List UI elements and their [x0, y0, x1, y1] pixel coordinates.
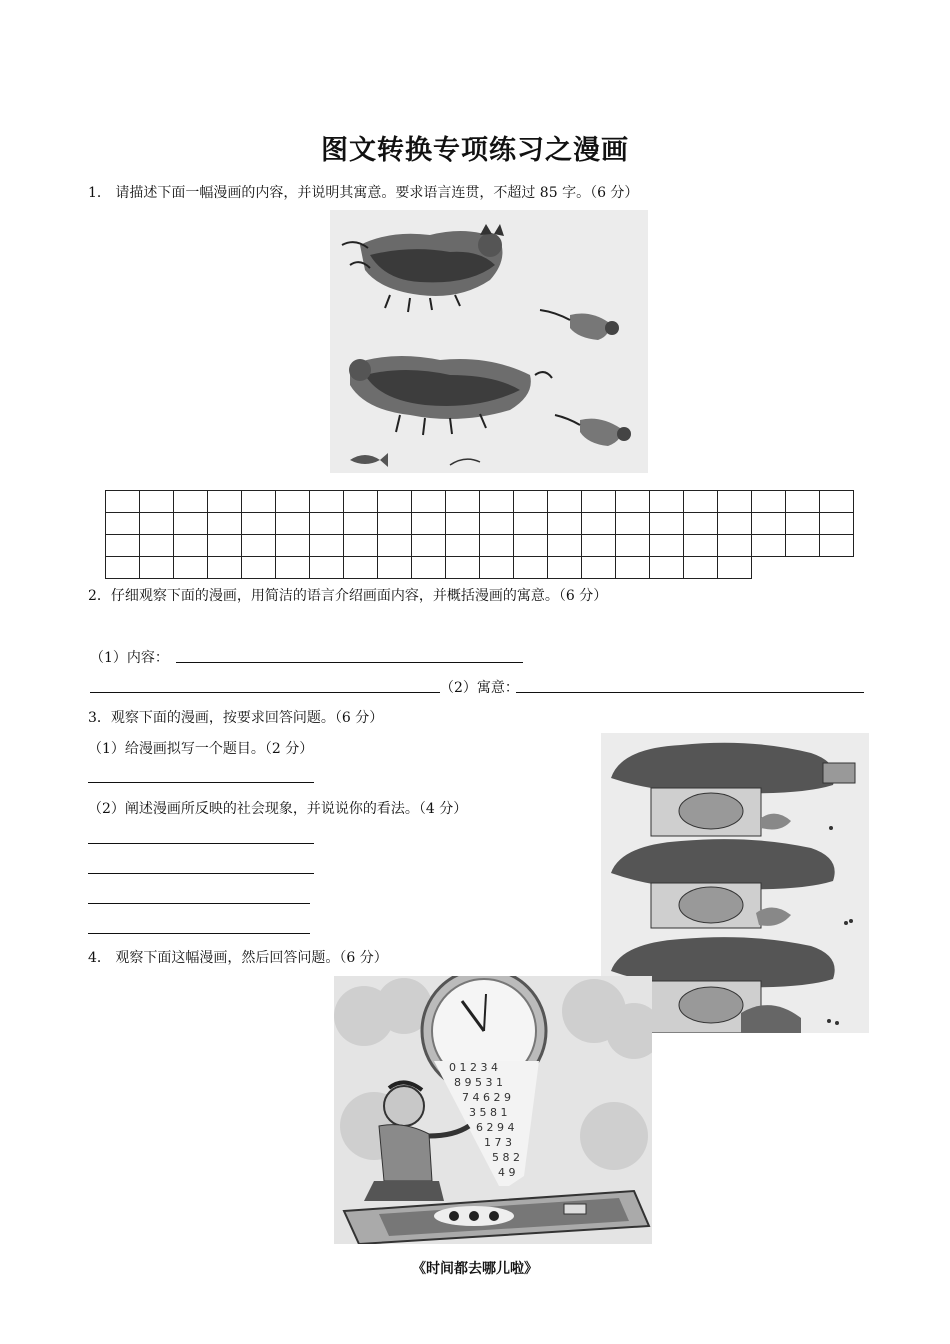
view-answer-line-3[interactable]	[88, 903, 310, 904]
grid-cell[interactable]	[276, 557, 310, 579]
grid-cell[interactable]	[344, 535, 378, 557]
grid-cell[interactable]	[548, 491, 582, 513]
content-answer-line[interactable]	[176, 662, 523, 663]
view-answer-line-2[interactable]	[88, 873, 314, 874]
grid-cell[interactable]	[208, 557, 242, 579]
grid-blank	[820, 557, 854, 579]
grid-cell[interactable]	[378, 513, 412, 535]
grid-blank	[752, 557, 786, 579]
grid-cell[interactable]	[582, 491, 616, 513]
view-answer-line-1[interactable]	[88, 843, 314, 844]
page-title: 图文转换专项练习之漫画	[321, 135, 629, 166]
svg-text:7 4 6 2 9: 7 4 6 2 9	[462, 1091, 511, 1104]
grid-cell[interactable]	[446, 557, 480, 579]
grid-cell[interactable]	[208, 491, 242, 513]
grid-cell[interactable]	[718, 557, 752, 579]
grid-row	[106, 557, 854, 579]
grid-cell[interactable]	[582, 513, 616, 535]
view-answer-line-4[interactable]	[88, 933, 310, 934]
question-3-sub1: （1）给漫画拟写一个题目。（2 分）	[88, 741, 314, 757]
grid-cell[interactable]	[616, 557, 650, 579]
grid-cell[interactable]	[684, 557, 718, 579]
grid-cell[interactable]	[412, 557, 446, 579]
grid-cell[interactable]	[514, 535, 548, 557]
grid-cell[interactable]	[786, 513, 820, 535]
grid-cell[interactable]	[752, 491, 786, 513]
svg-text:8 9 5 3 1: 8 9 5 3 1	[454, 1076, 503, 1089]
svg-text:4 9: 4 9	[498, 1166, 516, 1179]
grid-cell[interactable]	[378, 491, 412, 513]
grid-cell[interactable]	[480, 535, 514, 557]
grid-cell[interactable]	[242, 491, 276, 513]
svg-text:0 1 2 3 4: 0 1 2 3 4	[449, 1061, 498, 1074]
grid-cell[interactable]	[548, 557, 582, 579]
grid-cell[interactable]	[140, 513, 174, 535]
svg-text:3 5 8 1: 3 5 8 1	[469, 1106, 508, 1119]
svg-text:1 7 3: 1 7 3	[484, 1136, 512, 1149]
grid-cell[interactable]	[820, 491, 854, 513]
question-3-text: 3．观察下面的漫画，按要求回答问题。（6 分）	[88, 710, 384, 726]
grid-cell[interactable]	[106, 513, 140, 535]
question-3-sub2: （2）阐述漫画所反映的社会现象，并说说你的看法。（4 分）	[88, 801, 468, 817]
grid-row	[106, 535, 854, 557]
content-answer-line-2[interactable]	[90, 692, 440, 693]
grid-cell[interactable]	[276, 513, 310, 535]
grid-cell[interactable]	[480, 491, 514, 513]
grid-cell[interactable]	[174, 513, 208, 535]
grid-cell[interactable]	[752, 535, 786, 557]
grid-cell[interactable]	[276, 491, 310, 513]
grid-cell[interactable]	[514, 513, 548, 535]
grid-cell[interactable]	[378, 557, 412, 579]
grid-cell[interactable]	[208, 535, 242, 557]
grid-cell[interactable]	[650, 491, 684, 513]
grid-cell[interactable]	[106, 491, 140, 513]
time-clock-cartoon-image	[334, 976, 652, 1244]
grid-cell[interactable]	[242, 535, 276, 557]
svg-text:5 8 2: 5 8 2	[492, 1151, 520, 1164]
grid-cell[interactable]	[718, 491, 752, 513]
grid-cell[interactable]	[548, 535, 582, 557]
grid-cell[interactable]	[412, 513, 446, 535]
grid-cell[interactable]	[208, 513, 242, 535]
grid-blank	[786, 557, 820, 579]
grid-cell[interactable]	[650, 557, 684, 579]
grid-cell[interactable]	[344, 557, 378, 579]
grid-cell[interactable]	[446, 535, 480, 557]
grid-cell[interactable]	[106, 557, 140, 579]
grid-row	[106, 513, 854, 535]
grid-cell[interactable]	[616, 535, 650, 557]
grid-cell[interactable]	[344, 513, 378, 535]
grid-cell[interactable]	[140, 491, 174, 513]
grid-cell[interactable]	[786, 491, 820, 513]
grid-cell[interactable]	[820, 513, 854, 535]
cartoon-caption: 《时间都去哪儿啦》	[412, 1261, 538, 1277]
grid-cell[interactable]	[242, 557, 276, 579]
grid-cell[interactable]	[616, 513, 650, 535]
grid-cell[interactable]	[752, 513, 786, 535]
grid-cell[interactable]	[446, 513, 480, 535]
grid-cell[interactable]	[140, 535, 174, 557]
grid-cell[interactable]	[310, 491, 344, 513]
grid-cell[interactable]	[310, 513, 344, 535]
grid-cell[interactable]	[616, 491, 650, 513]
meaning-answer-line[interactable]	[516, 692, 864, 693]
grid-cell[interactable]	[242, 513, 276, 535]
grid-cell[interactable]	[820, 535, 854, 557]
grid-cell[interactable]	[514, 491, 548, 513]
grid-cell[interactable]	[650, 535, 684, 557]
grid-cell[interactable]	[276, 535, 310, 557]
question-1-text: 1． 请描述下面一幅漫画的内容，并说明其寓意。要求语言连贯，不超过 85 字。（6 分）	[88, 185, 639, 201]
grid-cell[interactable]	[310, 557, 344, 579]
cats-fish-cartoon-image	[330, 210, 648, 473]
grid-cell[interactable]	[174, 535, 208, 557]
grid-cell[interactable]	[684, 491, 718, 513]
grid-cell[interactable]	[582, 557, 616, 579]
meaning-label: （2）寓意：	[440, 680, 519, 696]
grid-cell[interactable]	[684, 535, 718, 557]
grid-cell[interactable]	[548, 513, 582, 535]
title-answer-line[interactable]	[88, 782, 314, 783]
svg-text:6 2 9 4: 6 2 9 4	[476, 1121, 515, 1134]
grid-cell[interactable]	[174, 557, 208, 579]
grid-cell[interactable]	[480, 557, 514, 579]
grid-cell[interactable]	[480, 513, 514, 535]
grid-cell[interactable]	[174, 491, 208, 513]
grid-cell[interactable]	[718, 535, 752, 557]
content-label: （1）内容：	[90, 650, 169, 666]
grid-cell[interactable]	[310, 535, 344, 557]
answer-grid	[105, 490, 854, 579]
grid-cell[interactable]	[582, 535, 616, 557]
grid-cell[interactable]	[378, 535, 412, 557]
grid-cell[interactable]	[140, 557, 174, 579]
grid-cell[interactable]	[344, 491, 378, 513]
question-2-text: 2．仔细观察下面的漫画，用简洁的语言介绍画面内容，并概括漫画的寓意。（6 分）	[88, 588, 608, 604]
grid-cell[interactable]	[106, 535, 140, 557]
grid-cell[interactable]	[786, 535, 820, 557]
question-4-text: 4． 观察下面这幅漫画，然后回答问题。（6 分）	[88, 950, 388, 966]
grid-cell[interactable]	[446, 491, 480, 513]
grid-cell[interactable]	[412, 535, 446, 557]
grid-cell[interactable]	[650, 513, 684, 535]
grid-cell[interactable]	[514, 557, 548, 579]
grid-cell[interactable]	[718, 513, 752, 535]
grid-cell[interactable]	[684, 513, 718, 535]
grid-cell[interactable]	[412, 491, 446, 513]
grid-row	[106, 491, 854, 513]
